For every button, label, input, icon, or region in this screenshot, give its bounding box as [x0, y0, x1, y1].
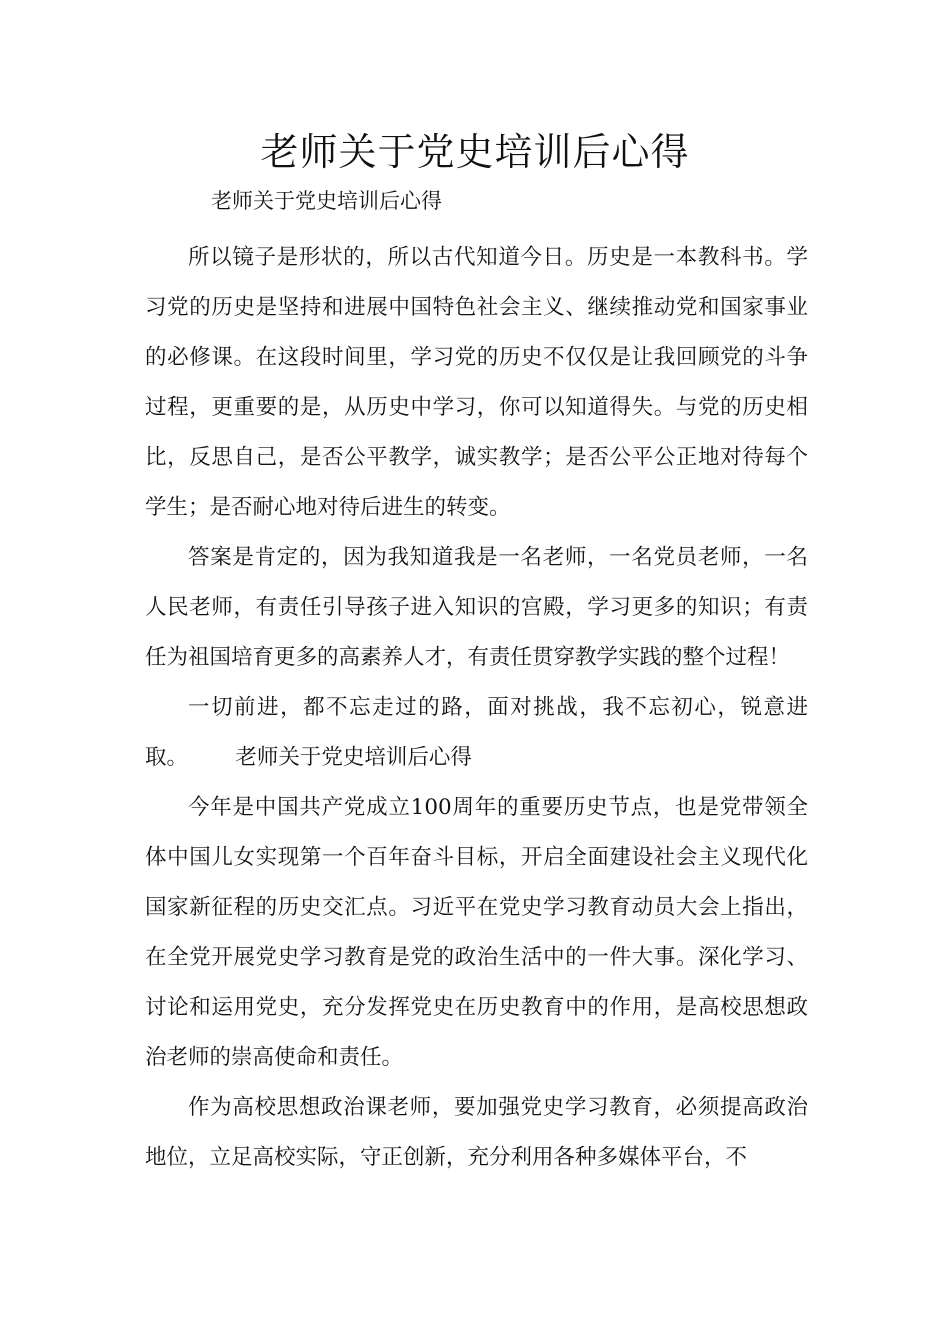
paragraph — [145, 683, 808, 783]
document-title: 老师关于党史培训后心得 — [260, 130, 690, 174]
paragraph-text: 一切前进，都不忘走过的路，面对挑战，我不忘初心，锐意进取。 — [145, 695, 808, 770]
document-subtitle: 老师关于党史培训后心得 — [211, 189, 442, 213]
inline-section-heading: 老师关于党史培训后心得 — [235, 745, 472, 770]
document-body — [145, 233, 808, 1183]
paragraph: 答案是肯定的，因为我知道我是一名老师，一名党员老师，一名人民老师，有责任引导孩子进入知识的宫殿，学习更多的知识；有责任为祖国培育更多的高素养人才，有责任贯穿教学实践的整个过程！ — [145, 545, 808, 670]
paragraph: 作为高校思想政治课老师，要加强党史学习教育，必须提高政治地位，立足高校实际，守正创新，充分利用各种多媒体平台，不 — [145, 1095, 808, 1170]
paragraph: 今年是中国共产党成立100周年的重要历史节点，也是党带领全体中国儿女实现第一个百年奋斗目标，开启全面建设社会主义现代化国家新征程的历史交汇点。习近平在党史学习教育动员大会上指出，在全党开展党史学习教育是党的政治生活中的一件大事。深化学习、讨论和运用党史，充分发挥党史在历史教育中的作用，是高校思想政治老师的崇高使命和责任。 — [145, 795, 808, 1070]
paragraph: 所以镜子是形状的，所以古代知道今日。历史是一本教科书。学习党的历史是坚持和进展中国特色社会主义、继续推动党和国家事业的必修课。在这段时间里，学习党的历史不仅仅是让我回顾党的斗争过程，更重要的是，从历史中学习，你可以知道得失。与党的历史相比，反思自己，是否公平教学，诚实教学；是否公平公正地对待每个学生；是否耐心地对待后进生的转变。 — [145, 245, 808, 520]
